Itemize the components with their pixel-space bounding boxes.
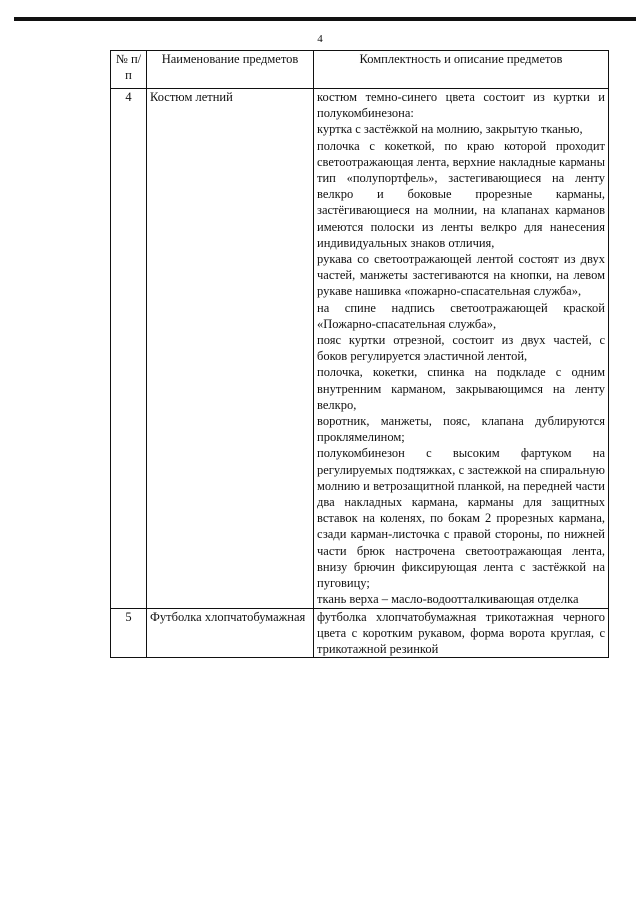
header-name (147, 51, 314, 89)
row-name-cell: Футболка хлопчатобумажная (147, 608, 314, 658)
desc-paragraph: полочка, кокетки, спинка на подкладе с одним внутренним карманом, закрывающимся на ленту велкро, (317, 365, 605, 412)
desc-paragraph: полукомбинезон с высоким фартуком на регулируемых подтяжках, с застежкой на спиральную молнию и ветрозащитной планкой, на передней части два накладных кармана, карманы для защитных вставок на коленях, по бокам 2 прорезных кармана, сзади карман-листочка с правой стороны, по нижней части брюк настрочена светоотражающая лента, внизу брючин фиксирующая лента с застёжкой на пуговицу; (317, 446, 605, 591)
header-desc-text: Комплектность и описание предметов (359, 52, 563, 66)
desc-paragraph: на спине надпись светоотражающей краской «Пожарно-спасательная служба», (317, 300, 605, 331)
table-row (111, 608, 609, 658)
items-table (110, 50, 609, 658)
top-rule (14, 17, 636, 21)
table-header-row (111, 51, 609, 89)
desc-paragraph: полочка с кокеткой, по краю которой проходит светоотражающая лента, верхние накладные карманы тип «полупортфель», застегивающиеся на ленту велкро и боковые прорезные карманы, застёгивающиеся на молнии, на клапанах карманов имеются полоски из ленты велкро для нанесения индивидуальных знаков отличия, (317, 138, 605, 250)
desc-paragraph: воротник, манжеты, пояс, клапана дублируются проклямелином; (317, 414, 605, 445)
page-number: 4 (317, 33, 323, 45)
table-row (111, 89, 609, 609)
header-num (111, 51, 147, 89)
row-desc-cell (314, 89, 609, 609)
desc-paragraph: пояс куртки отрезной, состоит из двух частей, с боков регулируется эластичной лентой, (317, 333, 605, 364)
row-num-cell: 5 (111, 608, 147, 658)
desc-paragraph: футболка хлопчатобумажная трикотажная черного цвета с коротким рукавом, форма ворота круглая, с трикотажной резинкой (317, 609, 605, 656)
header-desc (314, 51, 609, 89)
header-num-text: № п/п (115, 52, 142, 82)
row-desc-cell (314, 608, 609, 658)
row-name-cell: Костюм летний (147, 89, 314, 609)
desc-paragraph: костюм темно-синего цвета состоит из куртки и полукомбинезона: (317, 90, 605, 121)
desc-paragraph: рукава со светоотражающей лентой состоят из двух частей, манжеты застегиваются на кнопки, на левом рукаве нашивка «пожарно-спасательная служба», (317, 252, 605, 299)
row-num-cell: 4 (111, 89, 147, 609)
header-name-text: Наименование предметов (161, 52, 299, 66)
desc-paragraph: куртка с застёжкой на молнию, закрытую тканью, (317, 122, 583, 137)
desc-paragraph: ткань верха – масло-водоотталкивающая отделка (317, 592, 579, 607)
